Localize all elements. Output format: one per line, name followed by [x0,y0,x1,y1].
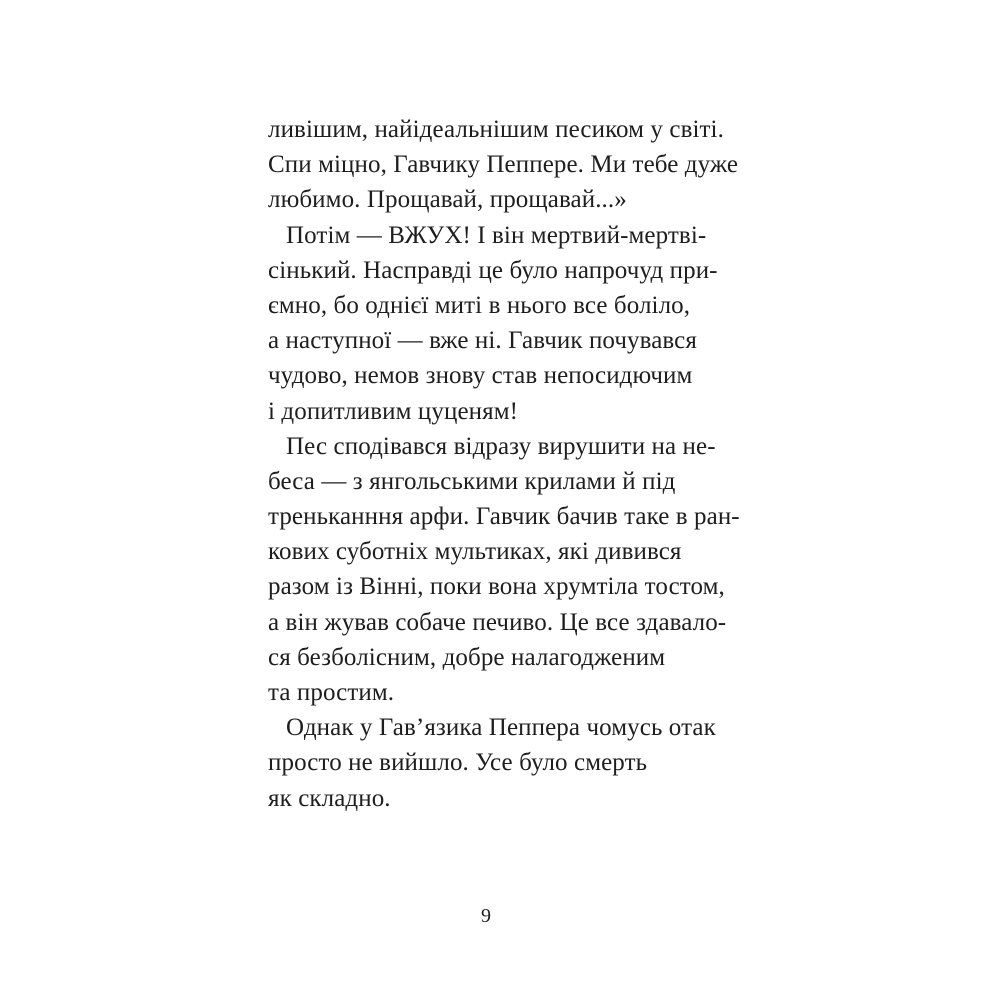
body-text [268,112,748,816]
text-line: ливішим, найідеальнішим песиком у світі. [268,116,724,143]
page-number: 9 [481,905,491,927]
text-line: як складно. [268,784,391,812]
text-line: та простим. [268,679,395,706]
text-line: кових суботніх мультиках, які дивився [268,538,682,566]
text-line: Однак у Гав’язика Пеппера чомусь отак [286,714,716,742]
text-line: Спи міцно, Гавчику Пеппере. Ми тебе дуже [268,151,739,179]
text-line: Потім — ВЖУХ! І він мертвий-мертві- [286,221,707,249]
text-line: любимо. Прощавай, прощавай...» [268,186,627,214]
text-line: беса — з янгольськими крилами й під [268,467,676,495]
text-line: ємно, бо однієї миті в нього все боліло, [268,291,691,319]
text-line: ся безболісним, добре налагодженим [268,643,666,671]
text-line: і допитливим цуценям! [268,397,519,425]
text-line: сінький. Насправді це було напрочуд при- [268,256,718,284]
text-line: а наступної — вже ні. Гавчик почувався [268,327,697,355]
text-line: просто не вийшло. Усе було смерть [268,749,648,777]
text-line: Пес сподівався відразу вирушити на не- [286,432,716,460]
text-line: а він жував собаче печиво. Це все здавало- [268,608,727,636]
text-line: треньканння арфи. Гавчик бачив таке в ран- [268,503,740,531]
text-line: разом із Вінні, поки вона хрумтіла тостом, [268,573,725,601]
text-line: чудово, немов знову став непосидючим [268,362,693,390]
